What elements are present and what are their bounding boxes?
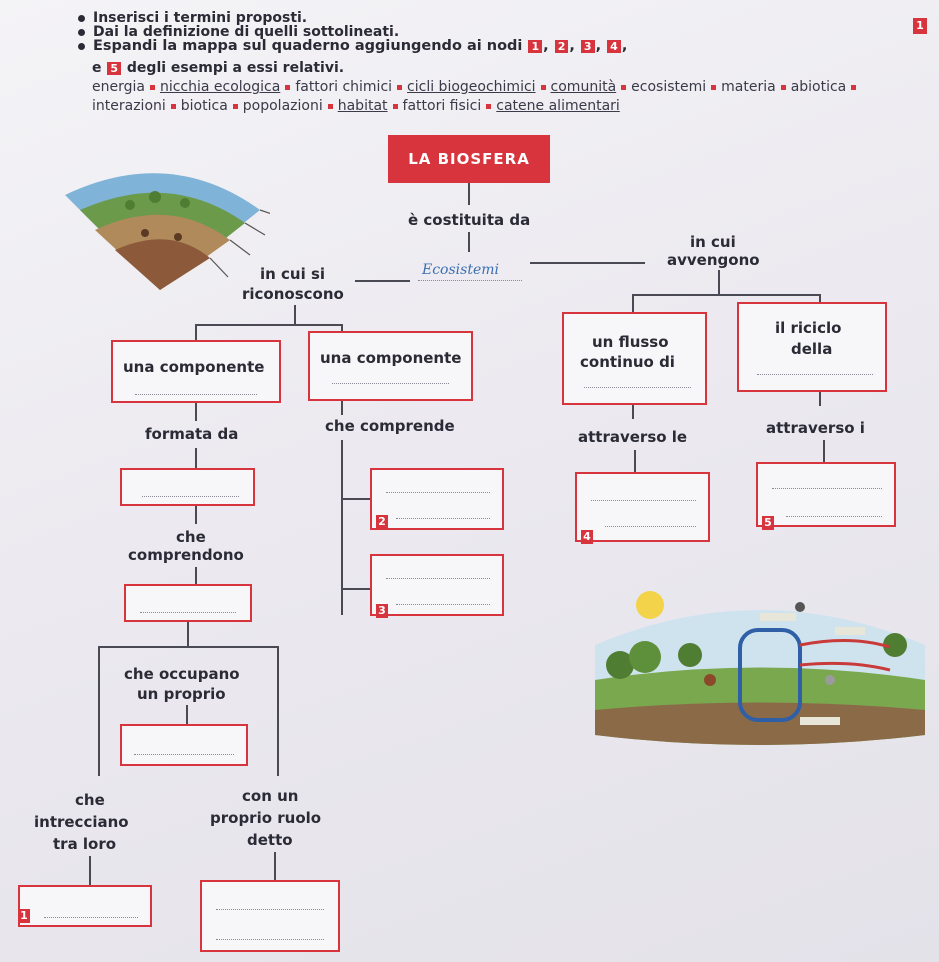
node-badge-1: 1: [528, 40, 542, 53]
comma: ,: [543, 38, 549, 54]
answer-line: [786, 516, 882, 517]
label-detto: detto: [247, 831, 293, 849]
ecosystem-illustration: [590, 585, 930, 745]
instruction-4: [92, 60, 344, 76]
term-item: popolazioni: [242, 98, 323, 114]
label-che-comprende: che comprende: [325, 417, 455, 435]
node-2-badge: 2: [376, 515, 388, 529]
term-item: fattori fisici: [402, 98, 482, 114]
node-badge-5: 5: [107, 62, 121, 75]
animal-icon: [141, 229, 149, 237]
pointer-line: [260, 210, 270, 215]
answer-line: [332, 383, 449, 384]
term-item: fattori chimici: [295, 79, 393, 95]
bullet-icon: [78, 15, 85, 22]
connector: [355, 280, 410, 282]
deer-icon: [704, 674, 716, 686]
node-badge-3: 3: [581, 40, 595, 53]
connector: [277, 646, 279, 776]
answer-line: [142, 496, 239, 497]
node-5-badge: 5: [762, 516, 774, 530]
comma: ,: [569, 38, 575, 54]
connector: [468, 232, 470, 252]
tag-label: [760, 613, 796, 621]
label-della: della: [791, 340, 833, 358]
label-formata-da: formata da: [145, 425, 239, 443]
connector: [530, 262, 645, 264]
term-item: catene alimentari: [496, 98, 620, 114]
answer-line: [757, 374, 873, 375]
box-habitat[interactable]: [120, 724, 248, 766]
term-item: ecosistemi: [631, 79, 707, 95]
answer-line: [396, 604, 490, 605]
answer-line: [396, 518, 490, 519]
instruction-4-prefix: e: [92, 60, 102, 76]
tree-icon: [125, 200, 135, 210]
label-riconoscono: riconoscono: [242, 285, 344, 303]
corner-badge: 1: [913, 18, 927, 34]
comma: ,: [621, 38, 628, 54]
box-riciclo-materia[interactable]: [737, 302, 887, 392]
connector: [195, 403, 197, 421]
connector: [195, 567, 197, 585]
sun-icon: [636, 591, 664, 619]
label-tra-loro: tra loro: [53, 835, 117, 853]
connector: [468, 183, 470, 205]
connector: [718, 270, 720, 295]
tag-label: [835, 627, 865, 635]
term-item: cicli biogeochimici: [407, 79, 536, 95]
label-continuo-di: continuo di: [580, 353, 675, 371]
connector: [341, 588, 371, 590]
answer-line: [418, 280, 522, 281]
answer-line: [44, 917, 138, 918]
connector: [823, 440, 825, 464]
tree-icon: [678, 643, 702, 667]
label-che: che: [176, 528, 206, 546]
term-separator: [781, 85, 786, 90]
connector: [634, 450, 636, 474]
answer-line: [772, 488, 882, 489]
center-answer: Ecosistemi: [422, 262, 499, 278]
label-attraverso-i: attraverso i: [766, 419, 865, 437]
term-item: interazioni: [92, 98, 166, 114]
connector: [186, 705, 188, 725]
connector: [98, 646, 278, 648]
label-una-componente: una componente: [123, 358, 265, 376]
connector: [89, 856, 91, 886]
box-componente-biotica[interactable]: [111, 340, 281, 403]
tag-label: [800, 717, 840, 725]
pointer-line: [245, 223, 265, 235]
node-badge-2: 2: [555, 40, 569, 53]
term-item: nicchia ecologica: [159, 79, 281, 95]
box-componente-abiotica[interactable]: [308, 331, 473, 401]
instruction-2-text: Dai la definizione di quelli sottolineati.: [93, 24, 400, 40]
term-separator: [328, 104, 333, 109]
node-badge-4: 4: [607, 40, 621, 53]
term-item: abiotica: [790, 79, 847, 95]
connector: [341, 498, 371, 500]
answer-line: [135, 394, 257, 395]
term-item: energia: [92, 79, 145, 95]
term-item: habitat: [337, 98, 388, 114]
term-item: comunità: [550, 79, 617, 95]
box-nicchia-ecologica[interactable]: [200, 880, 340, 952]
answer-line: [134, 754, 234, 755]
connector: [819, 392, 821, 406]
connector: [632, 405, 634, 419]
label-un-proprio: un proprio: [137, 685, 226, 703]
label-che-occupano: che occupano: [124, 665, 240, 683]
term-separator: [233, 104, 238, 109]
answer-line: [216, 909, 324, 910]
answer-line: [386, 578, 490, 579]
term-separator: [486, 104, 491, 109]
node-3-badge: 3: [376, 604, 388, 618]
tree-icon: [180, 198, 190, 208]
bullet-icon: [78, 29, 85, 36]
label-intrecciano: intrecciano: [34, 813, 129, 831]
label-che-2: che: [75, 791, 105, 809]
node-4-badge: 4: [581, 530, 593, 544]
answer-line: [584, 387, 691, 388]
answer-line: [140, 612, 236, 613]
term-separator: [711, 85, 716, 90]
term-item: biotica: [180, 98, 228, 114]
connector: [195, 324, 342, 326]
label-una-componente-2: una componente: [320, 349, 462, 367]
label-in-cui-si: in cui si: [260, 265, 326, 283]
connector: [632, 294, 634, 312]
label-un-flusso: un flusso: [592, 333, 669, 351]
label-e-costituita-da: è costituita da: [408, 211, 531, 229]
rabbit-icon: [825, 675, 835, 685]
biosphere-illustration: [60, 155, 270, 300]
term-separator: [541, 85, 546, 90]
answer-line: [216, 939, 324, 940]
box-comunita[interactable]: [124, 584, 252, 622]
comma: ,: [595, 38, 602, 54]
answer-line: [591, 500, 696, 501]
term-item: materia: [721, 79, 776, 95]
box-catene[interactable]: [575, 472, 710, 542]
term-separator: [285, 85, 290, 90]
box-popolazioni[interactable]: [120, 468, 255, 506]
answer-line: [605, 526, 696, 527]
connector: [274, 852, 276, 880]
connector: [819, 294, 821, 302]
map-title: LA BIOSFERA: [388, 135, 550, 183]
connector: [195, 506, 197, 524]
connector: [341, 401, 343, 415]
term-separator: [397, 85, 402, 90]
soil-area: [595, 703, 925, 746]
box-catene-alimentari[interactable]: [18, 885, 152, 927]
box-flusso-energia[interactable]: [562, 312, 707, 405]
tree-icon: [629, 641, 661, 673]
connector: [195, 448, 197, 470]
pointer-line: [210, 258, 228, 277]
connector: [187, 622, 189, 647]
tree-icon: [149, 191, 161, 203]
term-separator: [393, 104, 398, 109]
instruction-4-text: degli esempi a essi relativi.: [126, 60, 345, 76]
animal-icon: [174, 233, 182, 241]
instruction-3: [78, 38, 627, 54]
bird-icon: [795, 602, 805, 612]
instruction-1-text: Inserisci i termini proposti.: [93, 10, 308, 26]
connector: [294, 305, 296, 325]
label-avvengono: avvengono: [667, 251, 760, 269]
connector: [632, 294, 820, 296]
label-comprendono: comprendono: [128, 546, 244, 564]
box-fattori-chimici[interactable]: [370, 554, 504, 616]
connector: [98, 646, 100, 776]
label-attraverso-le: attraverso le: [578, 428, 688, 446]
box-cicli[interactable]: [756, 462, 896, 527]
connector: [195, 324, 197, 340]
center-node[interactable]: [410, 250, 530, 290]
label-in-cui: in cui: [690, 233, 736, 251]
box-fattori-fisici[interactable]: [370, 468, 504, 530]
terms-list: [92, 78, 922, 116]
label-con-un: con un: [242, 787, 299, 805]
instruction-3-text: Espandi la mappa sul quaderno aggiungendo ai nodi: [93, 38, 523, 54]
label-il-riciclo: il riciclo: [775, 319, 842, 337]
term-separator: [171, 104, 176, 109]
term-separator: [150, 85, 155, 90]
term-separator: [621, 85, 626, 90]
node-1-badge: 1: [18, 909, 30, 923]
term-separator: [851, 85, 856, 90]
pointer-line: [230, 240, 250, 255]
bullet-icon: [78, 43, 85, 50]
answer-line: [386, 492, 490, 493]
label-proprio-ruolo: proprio ruolo: [210, 809, 322, 827]
